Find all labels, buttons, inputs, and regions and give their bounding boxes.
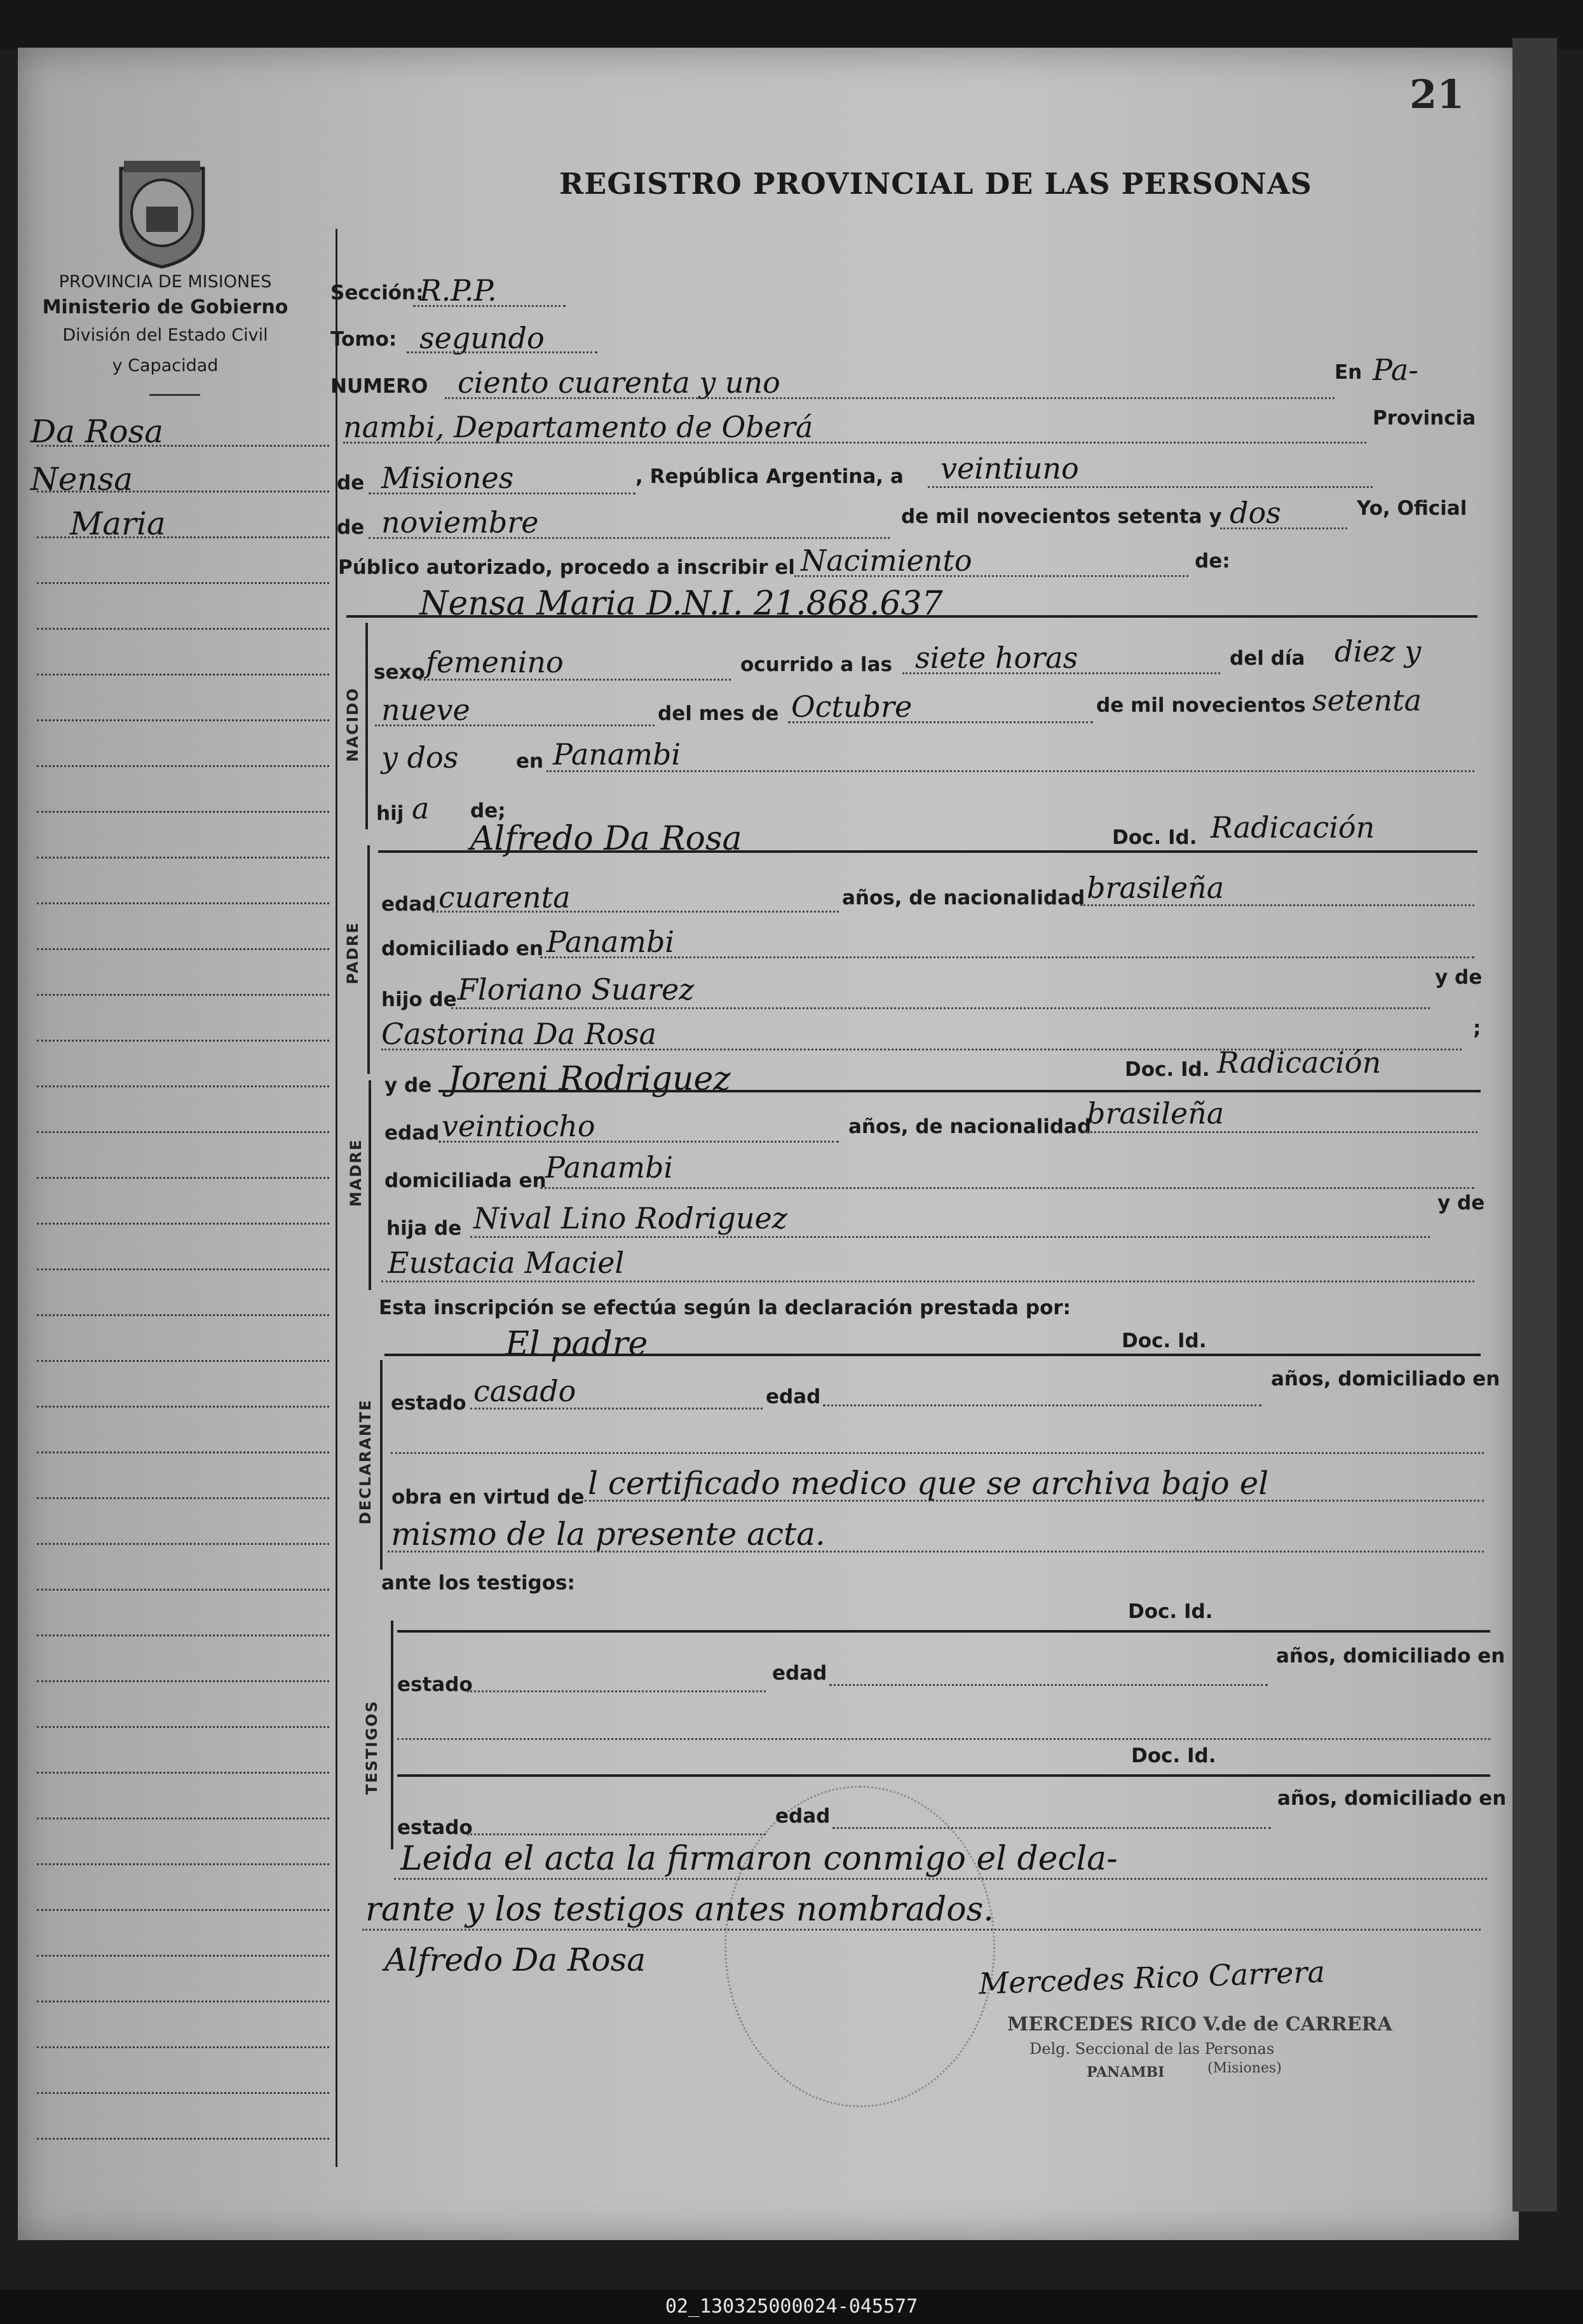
rule <box>378 850 1478 853</box>
value-padre-nac: brasileña <box>1087 871 1225 905</box>
value-lugar: nambi, Departamento de Oberá <box>343 410 813 444</box>
margin-dotted-line <box>37 674 329 676</box>
label-hij: hij <box>376 802 404 825</box>
margin-dotted-line <box>37 2046 329 2048</box>
document-title: REGISTRO PROVINCIAL DE LAS PERSONAS <box>559 166 1312 201</box>
value-madre-doc: Radicación <box>1217 1045 1382 1080</box>
value-fecha-dia: veintiuno <box>941 451 1079 486</box>
value-fecha-mes: noviembre <box>381 505 539 540</box>
value-hij-suffix: a <box>412 791 430 826</box>
side-label-testigos: TESTIGOS <box>363 1700 381 1795</box>
value-madre-nac: brasileña <box>1087 1096 1225 1131</box>
value-mes: Octubre <box>791 690 913 724</box>
label-doc-id-declarante: Doc. Id. <box>1122 1329 1207 1352</box>
dotted-line <box>1080 904 1474 906</box>
seal-stamp <box>724 1786 995 2107</box>
label-y-de-padre: y de <box>1435 966 1483 989</box>
label-yo-oficial: Yo, Oficial <box>1357 497 1467 520</box>
value-madre-dom: Panambi <box>545 1150 674 1185</box>
coat-of-arms-icon <box>108 156 216 270</box>
rule <box>384 1354 1481 1356</box>
page-number: 21 <box>1410 71 1465 118</box>
section-bracket <box>369 1080 371 1290</box>
label-hijo-de: hijo de <box>381 988 457 1011</box>
value-declarante: El padre <box>505 1325 648 1363</box>
stamp-line-1: MERCEDES RICO V.de de CARRERA <box>1007 2013 1392 2035</box>
province-name: PROVINCIA DE MISIONES <box>58 272 272 292</box>
division-name: División del Estado Civil <box>62 325 268 345</box>
label-publico: Público autorizado, procedo a inscribir el <box>338 556 795 579</box>
label-obra-en: obra en virtud de <box>391 1486 585 1509</box>
label-ante-testigos: ante los testigos: <box>381 1572 575 1594</box>
scan-footer-id: 02_130325000024-045577 <box>0 2290 1583 2324</box>
margin-dotted-line <box>37 1497 329 1499</box>
value-acto: Nacimiento <box>801 543 972 578</box>
rule <box>438 1090 1481 1092</box>
dotted-line <box>391 1452 1484 1454</box>
margin-dotted-line <box>37 902 329 904</box>
label-anos-dom-testigo-2: años, domiciliado en <box>1277 1787 1507 1810</box>
divider <box>149 394 200 396</box>
margin-dotted-line <box>37 948 329 950</box>
dotted-line <box>445 397 1335 399</box>
label-seccion: Sección: <box>330 282 424 304</box>
label-doc-id-testigo-2: Doc. Id. <box>1131 1744 1216 1767</box>
label-doc-id-padre: Doc. Id. <box>1112 826 1197 849</box>
value-cierre-1: Leida el acta la firmaron conmigo el decla- <box>400 1840 1118 1878</box>
margin-dotted-line <box>37 1085 329 1087</box>
label-y-de-madre-2: y de <box>1437 1192 1485 1214</box>
label-y-de-madre: y de <box>384 1074 432 1097</box>
margin-dotted-line <box>37 1451 329 1453</box>
dotted-line <box>540 956 1474 958</box>
dotted-line <box>369 493 635 494</box>
value-padre-padre: Floriano Suarez <box>458 972 695 1007</box>
dotted-line <box>928 486 1373 488</box>
label-del-mes: del mes de <box>658 702 779 725</box>
value-madre-nombre: Joreni Rodriguez <box>448 1060 731 1098</box>
label-doc-id-testigo-1: Doc. Id. <box>1128 1600 1213 1623</box>
margin-dotted-line <box>37 1223 329 1225</box>
margin-dotted-line <box>37 857 329 859</box>
label-edad-testigo-2: edad <box>775 1805 831 1828</box>
label-ocurrido: ocurrido a las <box>740 653 892 676</box>
dotted-line <box>438 1141 839 1143</box>
value-provincia: Misiones <box>381 461 514 495</box>
division-name-2: y Capacidad <box>112 356 219 376</box>
label-sexo: sexo <box>374 661 425 684</box>
label-de-mil: de mil novecientos <box>1096 694 1306 717</box>
value-tomo: segundo <box>419 321 545 355</box>
margin-dotted-line <box>37 582 329 584</box>
dotted-line <box>470 1236 1430 1238</box>
dotted-line <box>1084 1131 1478 1133</box>
label-en: En <box>1335 361 1362 384</box>
margin-dotted-line <box>37 1818 329 1819</box>
rule <box>397 1774 1490 1777</box>
side-label-declarante: DECLARANTE <box>357 1399 374 1525</box>
margin-dotted-line <box>37 1955 329 1957</box>
label-doc-id-madre: Doc. Id. <box>1125 1058 1210 1081</box>
label-de-2: de <box>337 516 365 539</box>
signature-declarante: Alfredo Da Rosa <box>384 1941 646 1978</box>
label-edad-declarante: edad <box>766 1385 821 1408</box>
value-madre-edad: veintiocho <box>442 1109 595 1143</box>
value-obra-1: l certificado medico que se archiva bajo el <box>588 1465 1269 1502</box>
dotted-line <box>407 351 597 353</box>
margin-name: Nensa <box>31 461 133 498</box>
margin-dotted-line <box>37 1772 329 1774</box>
dotted-line <box>467 1690 766 1692</box>
dotted-line <box>451 1007 1430 1009</box>
dotted-line <box>902 672 1220 674</box>
label-anos-nac-padre: años, de nacionalidad <box>842 887 1085 909</box>
margin-dotted-line <box>37 1543 329 1545</box>
dotted-line <box>375 724 655 726</box>
value-anio-nac-2: y dos <box>381 740 459 775</box>
label-edad-madre: edad <box>384 1122 440 1145</box>
section-bracket <box>391 1621 393 1849</box>
stamp-line-2: Delg. Seccional de las Personas <box>1029 2040 1275 2058</box>
label-estado-declarante: estado <box>391 1392 466 1415</box>
value-lugar-nac: Panambi <box>553 737 681 771</box>
dotted-line <box>585 1500 1484 1502</box>
dotted-line <box>794 575 1188 577</box>
label-anos-nac-madre: años, de nacionalidad <box>848 1115 1092 1138</box>
label-domiciliada-madre: domiciliada en <box>384 1169 547 1192</box>
value-padre-dom: Panambi <box>547 925 675 959</box>
scan-top-edge <box>0 0 1583 50</box>
margin-dotted-line <box>37 1634 329 1636</box>
dotted-line <box>467 1833 766 1835</box>
label-esta-inscripcion: Esta inscripción se efectúa según la declaración prestada por: <box>379 1296 1071 1319</box>
margin-dotted-line <box>37 1863 329 1865</box>
dotted-line <box>432 911 839 913</box>
label-de-colon: de: <box>1195 550 1230 573</box>
dotted-line <box>381 1281 1474 1282</box>
value-hora: siete horas <box>915 641 1078 675</box>
label-mil-novecientos: de mil novecientos setenta y <box>901 505 1222 528</box>
dotted-line <box>397 1738 1490 1740</box>
dotted-line <box>1220 527 1347 529</box>
value-padre-nombre: Alfredo Da Rosa <box>470 820 742 858</box>
dotted-line <box>388 1551 1484 1553</box>
value-estado: casado <box>473 1374 576 1408</box>
dotted-line <box>547 770 1474 772</box>
ministry-name: Ministerio de Gobierno <box>42 296 289 318</box>
value-madre-madre: Eustacia Maciel <box>388 1246 625 1280</box>
dotted-line <box>369 537 890 539</box>
value-sexo: femenino <box>426 645 564 679</box>
label-anos-dom-testigo-1: años, domiciliado en <box>1276 1645 1505 1668</box>
book-binding <box>1512 38 1557 2212</box>
margin-surname: Da Rosa <box>31 413 164 450</box>
margin-dotted-line <box>37 445 329 447</box>
dotted-line <box>419 679 731 681</box>
value-nombre: Nensa Maria D.N.I. 21.868.637 <box>419 585 943 623</box>
label-provincia: Provincia <box>1373 407 1476 430</box>
value-anio: dos <box>1230 496 1281 530</box>
value-seccion: R.P.P. <box>419 273 497 308</box>
side-label-nacido: NACIDO <box>344 687 362 762</box>
margin-name-2: Maria <box>70 505 166 542</box>
dotted-line <box>829 1684 1268 1686</box>
label-numero: NUMERO <box>330 375 428 398</box>
dotted-line <box>470 1408 763 1410</box>
margin-dotted-line <box>37 1314 329 1316</box>
value-madre-padre: Nival Lino Rodriguez <box>473 1201 787 1235</box>
margin-dotted-line <box>37 811 329 813</box>
dotted-line <box>823 1404 1261 1406</box>
label-de: de <box>337 472 365 494</box>
margin-dotted-line <box>37 536 329 538</box>
value-padre-doc: Radicación <box>1211 810 1375 845</box>
dotted-line <box>343 442 1366 444</box>
label-semicolon: ; <box>1473 1017 1481 1040</box>
margin-dotted-line <box>37 1680 329 1682</box>
margin-dotted-line <box>37 2138 329 2140</box>
value-anio-nac: setenta <box>1312 683 1422 717</box>
label-republica: , República Argentina, a <box>635 465 904 488</box>
margin-dotted-line <box>37 1909 329 1911</box>
rule <box>397 1630 1490 1633</box>
label-en-2: en <box>516 750 544 773</box>
dotted-line <box>540 1187 1474 1189</box>
section-bracket <box>367 845 370 1074</box>
signature-oficial: Mercedes Rico Carrera <box>978 1954 1326 2001</box>
value-obra-2: mismo de la presente acta. <box>391 1516 825 1553</box>
value-dia-2: nueve <box>381 693 470 727</box>
side-label-padre: PADRE <box>344 921 362 984</box>
label-edad-padre: edad <box>381 893 437 916</box>
margin-dotted-line <box>37 2092 329 2094</box>
value-cierre-2: rante y los testigos antes nombrados. <box>365 1891 994 1929</box>
margin-dotted-line <box>37 1360 329 1362</box>
margin-dotted-line <box>37 765 329 767</box>
label-hija-de: hija de <box>386 1217 462 1240</box>
value-en-lugar: Pa- <box>1373 353 1418 387</box>
margin-dotted-line <box>37 1040 329 1042</box>
value-dia: diez y <box>1335 634 1422 669</box>
margin-dotted-line <box>37 2001 329 2002</box>
label-anos-dom-declarante: años, domiciliado en <box>1271 1368 1500 1390</box>
label-estado-testigo-2: estado <box>397 1816 473 1839</box>
label-estado-testigo-1: estado <box>397 1673 473 1696</box>
margin-dotted-line <box>37 1406 329 1408</box>
margin-dotted-line <box>37 1726 329 1728</box>
margin-dotted-line <box>37 1268 329 1270</box>
rule <box>346 615 1478 618</box>
margin-dotted-line <box>37 1131 329 1133</box>
margin-dotted-line <box>37 628 329 630</box>
value-padre-edad: cuarenta <box>438 880 571 914</box>
margin-dotted-line <box>37 994 329 996</box>
stamp-line-3: PANAMBI <box>1087 2064 1165 2081</box>
label-domiciliado-padre: domiciliado en <box>381 937 543 960</box>
stamp-line-4: (Misiones) <box>1207 2060 1282 2076</box>
label-de-semi: de; <box>470 799 506 822</box>
side-label-madre: MADRE <box>347 1138 365 1207</box>
label-edad-testigo-1: edad <box>772 1662 827 1685</box>
margin-dotted-line <box>37 719 329 721</box>
value-padre-madre: Castorina Da Rosa <box>381 1017 657 1051</box>
dotted-line <box>788 721 1093 723</box>
section-bracket <box>380 1360 383 1570</box>
margin-dotted-line <box>37 1589 329 1591</box>
margin-dotted-line <box>37 1177 329 1179</box>
label-tomo: Tomo: <box>330 328 397 351</box>
section-bracket <box>365 623 368 829</box>
value-numero: ciento cuarenta y uno <box>458 365 780 400</box>
margin-dotted-line <box>37 491 329 493</box>
dotted-line <box>413 305 566 307</box>
label-del-dia: del día <box>1230 647 1305 670</box>
